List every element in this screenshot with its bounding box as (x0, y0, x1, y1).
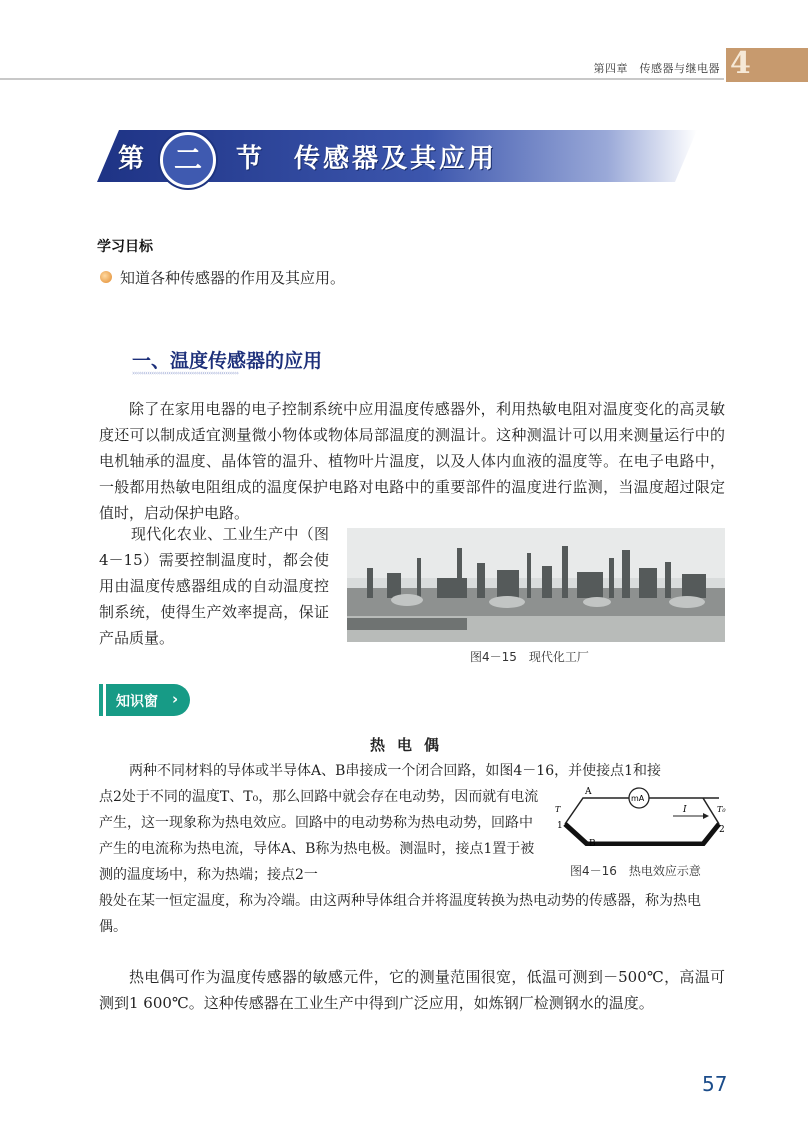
junction-2: 2 (719, 825, 725, 835)
label-a: A (585, 787, 592, 797)
figure-4-15-caption: 图4－15 现代化工厂 (470, 650, 589, 664)
heading-temperature-sensor: 一、温度传感器的应用 (132, 350, 323, 372)
knowledge-title: 热电偶 (370, 736, 452, 754)
meter-label: mA (631, 794, 645, 803)
paragraph-3: 热电偶可作为温度传感器的敏感元件，它的测量范围很宽，低温可测到－500℃，高温可测到1 600℃。这种传感器在工业生产中得到广泛应用，如炼钢厂检测钢水的温度。 (99, 968, 725, 1012)
paragraph-1: 除了在家用电器的电子控制系统中应用温度传感器外，利用热敏电阻对温度变化的高灵敏度还可以制成适宜测量微小物体或物体局部温度的测温计。这种测温计可以用来测量运行中的电机轴承的温度、晶体管的温升、植物叶片温度，以及人体内血液的温度等。在电子电路中，一般都用热敏电阻组成的温度保护电路对电路中的重要部件的温度进行监测，当温度超过限定值时，启动保护电路。 (99, 400, 725, 522)
chapter-number: 4 (730, 46, 751, 81)
thermocouple-diagram (553, 786, 729, 846)
header-rule (0, 78, 724, 80)
figure-4-16-caption: 图4－16 热电效应示意 (570, 864, 701, 878)
knowledge-label: 知识窗 (116, 694, 158, 710)
section-title (236, 138, 497, 175)
current-label: I (683, 805, 687, 815)
section-prefix: 第 (118, 144, 147, 174)
running-title: 第四章 传感器与继电器 (593, 62, 720, 75)
label-t: T (555, 805, 561, 814)
section-title-text: 传感器及其应用 (294, 144, 498, 174)
paragraph-2: 现代化农业、工业生产中（图4－15）需要控制温度时，都会使用由温度传感器组成的自动温度控制系统，使得生产效率提高，保证产品质量。 (99, 525, 329, 647)
section-number: 二 (173, 143, 202, 176)
knowledge-bar (99, 684, 103, 716)
heading-underline: ›››››››››››››››››››››››››››››››››››››››››››››››››››››››› (132, 371, 239, 377)
knowledge-text-1: 两种不同材料的导体或半导体A、B串接成一个闭合回路，如图4－16，并使接点1和接 (129, 763, 662, 779)
objectives-title: 学习目标 (97, 239, 153, 255)
objective-item: 知道各种传感器的作用及其应用。 (120, 269, 346, 287)
factory-photo (347, 528, 725, 642)
page-number: 57 (702, 1072, 728, 1096)
section-suffix: 节 (236, 144, 266, 174)
junction-1: 1 (557, 821, 563, 831)
chevron-right-icon: › (172, 690, 179, 708)
label-b: B (589, 839, 596, 846)
label-t0: T₀ (717, 805, 726, 814)
bullet-icon (100, 271, 112, 283)
knowledge-text-2: 点2处于不同的温度T、T₀，那么回路中就会存在电动势，因而就有电流产生，这一现象称为热电效应。回路中的电动势称为热电动势，回路中产生的电流称为热电流，导体A、B称为热电极。测温时，接点1置于被测的温度场中，称为热端；接点2一 (99, 789, 539, 883)
knowledge-text-3: 般处在某一恒定温度，称为冷端。由这两种导体组合并将温度转换为热电动势的传感器，称为热电偶。 (99, 893, 701, 935)
